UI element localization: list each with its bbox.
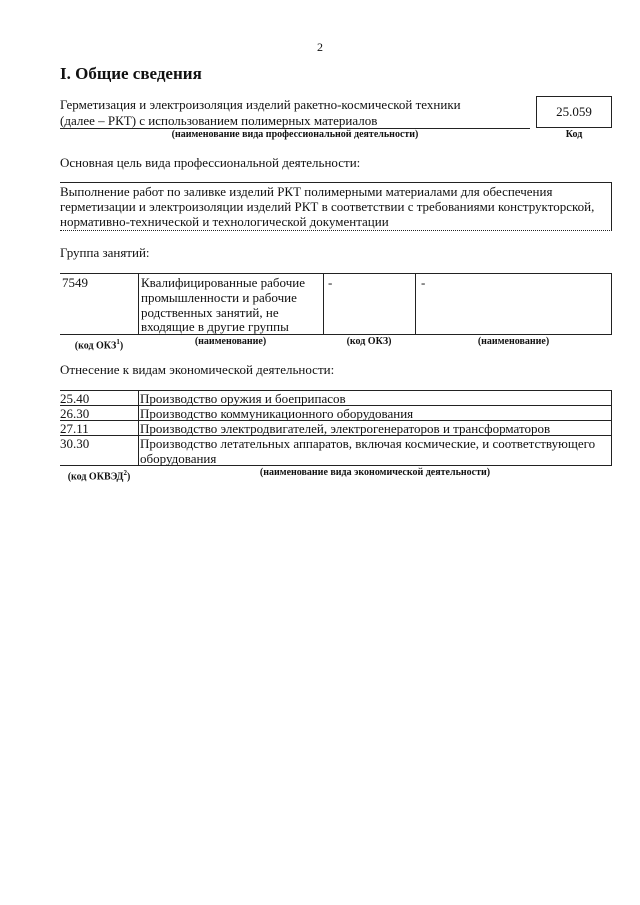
occ-caption-code-close: ) — [119, 340, 124, 352]
activity-name-caption: (наименование вида профессиональной деятельности) — [171, 129, 419, 140]
okved-caption-name: (наименование вида экономической деятельности) — [259, 467, 491, 478]
goal-box-top — [60, 182, 612, 183]
okved-name: Производство летательных аппаратов, включая космические, и соответствующего — [140, 436, 596, 451]
okved-code: 30.30 — [60, 436, 90, 451]
goal-box-right — [611, 182, 612, 230]
okved-divider — [138, 390, 139, 465]
occ-code: 7549 — [62, 275, 88, 290]
occ-caption-name2: (наименование) — [477, 336, 550, 347]
occ-top-border — [60, 273, 612, 274]
occ-caption-code-sup: 1 — [116, 338, 120, 346]
goal-label: Основная цель вида профессиональной деятельности: — [60, 155, 361, 170]
okved-caption-code-sup: 2 — [123, 469, 127, 477]
occ-caption-name: (наименование) — [194, 336, 267, 347]
activity-code-box — [536, 96, 612, 128]
activity-code: 25.059 — [556, 104, 592, 119]
okved-right-border — [611, 390, 612, 465]
section-title: I. Общие сведения — [60, 64, 202, 83]
occ-code2: - — [328, 275, 333, 290]
okved-name: Производство электродвигателей, электрогенераторов и трансформаторов — [140, 421, 551, 436]
okved-name: Производство оружия и боеприпасов — [140, 391, 346, 406]
occ-name-line4: входящие в другие группы — [141, 319, 289, 334]
okved-name: Производство коммуникационного оборудования — [140, 406, 414, 421]
goal-box-bottom — [60, 230, 612, 231]
occupation-group-label: Группа занятий: — [60, 245, 150, 260]
okved-caption-code — [60, 467, 138, 483]
okved-caption-code-text: (код ОКВЭД — [67, 471, 124, 483]
activity-name-line2: (далее – РКТ) с использованием полимерных материалов — [60, 113, 378, 128]
goal-line-2: герметизации и электроизоляции изделий РКТ в соответствии с требованиями конструкторской, — [60, 199, 595, 214]
goal-line-3: нормативно-технической и технологической документации — [60, 214, 389, 229]
activity-name-line1: Герметизация и электроизоляция изделий ракетно-космической техники — [60, 97, 461, 112]
occ-divider-3 — [415, 273, 416, 334]
page-number: 2 — [317, 40, 323, 54]
okved-caption-code-close: ) — [126, 471, 131, 483]
occ-caption-code2: (код ОКЗ) — [346, 336, 392, 347]
occ-right-border — [611, 273, 612, 334]
occ-divider-2 — [323, 273, 324, 334]
okved-code: 26.30 — [60, 406, 90, 421]
occ-caption-code — [60, 336, 138, 352]
okved-label: Отнесение к видам экономической деятельности: — [60, 362, 335, 377]
occ-name-line3: родственных занятий, не — [141, 305, 279, 320]
goal-line-1: Выполнение работ по заливке изделий РКТ полимерными материалами для обеспечения — [60, 184, 553, 199]
occ-name-line2: промышленности и рабочие — [141, 290, 297, 305]
okved-name-cont: оборудования — [140, 451, 217, 466]
occ-name-line1: Квалифицированные рабочие — [141, 275, 305, 290]
okved-code: 27.11 — [60, 421, 89, 436]
occ-divider-1 — [138, 273, 139, 334]
occ-name2: - — [421, 275, 426, 290]
okved-code: 25.40 — [60, 391, 90, 406]
activity-code-caption: Код — [565, 129, 583, 140]
occ-caption-code-text: (код ОКЗ — [74, 340, 117, 352]
